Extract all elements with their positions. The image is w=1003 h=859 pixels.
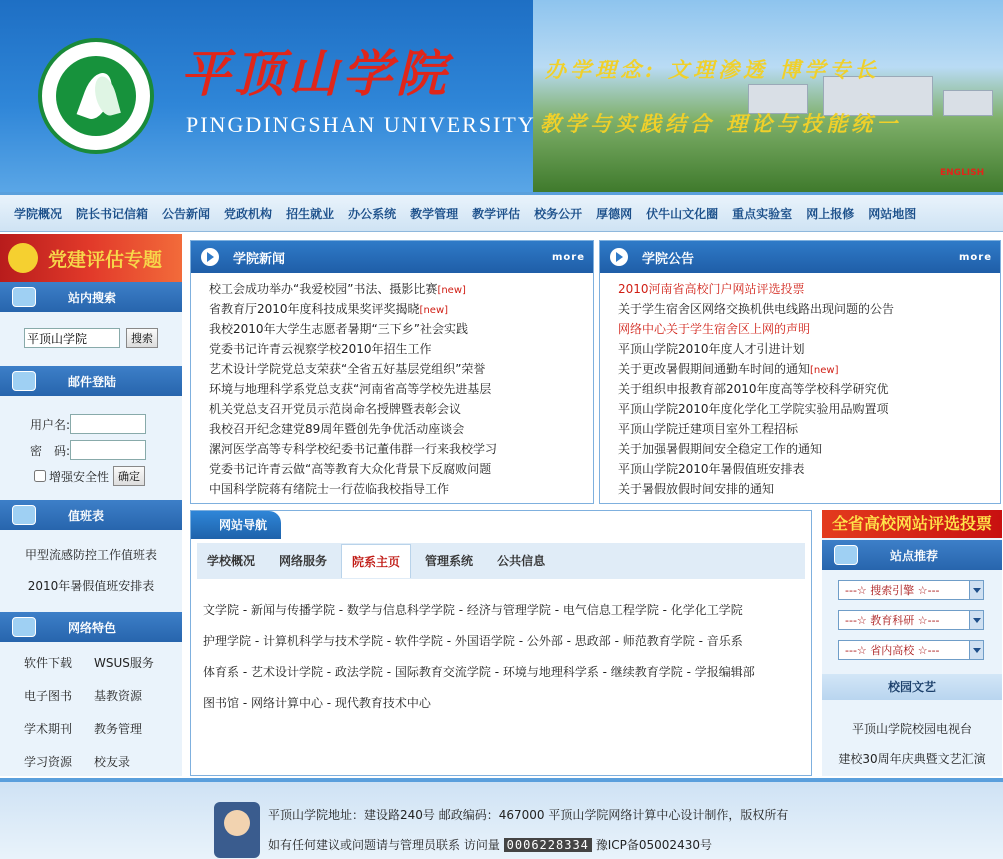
username-label: 用户名: — [30, 417, 71, 432]
site-search-header — [0, 282, 182, 312]
campus-arts-list — [822, 700, 1002, 774]
site-navigation-panel — [190, 510, 812, 776]
notice-item-text[interactable]: 关于更改暑假期间通勤车时间的通知 — [618, 362, 811, 376]
notice-title: 学院公告 — [642, 251, 695, 267]
footer — [0, 778, 1003, 859]
site-navigation-tabs — [197, 543, 805, 579]
feature-grid — [0, 642, 182, 770]
monitor-icon — [12, 287, 36, 307]
education-research-select[interactable] — [838, 610, 984, 630]
feature-item[interactable]: 软件下载 — [24, 656, 73, 670]
nav-item[interactable]: 教学评估 — [472, 206, 521, 221]
site-recommend-header — [822, 540, 1002, 570]
news-item[interactable] — [209, 299, 593, 319]
select-value: ---☆ 搜索引擎 ☆--- — [845, 584, 940, 597]
logo-inner — [56, 56, 136, 136]
news-item[interactable]: 党委书记许青云视察学校2010年招生工作 — [209, 342, 432, 356]
news-more-link[interactable]: more — [551, 252, 585, 263]
mail-icon — [12, 371, 36, 391]
computer-icon — [12, 617, 36, 637]
mail-login-title: 邮件登陆 — [68, 374, 117, 389]
news-list — [191, 273, 593, 499]
nav-item[interactable]: 校务公开 — [534, 206, 583, 221]
header-banner — [0, 0, 1003, 192]
computer-icon — [834, 545, 858, 565]
username-row — [30, 414, 182, 434]
notice-more-link[interactable]: more — [958, 252, 992, 263]
arrow-circle-icon — [201, 248, 219, 266]
right-sidebar — [822, 510, 1002, 776]
site-recommend-title: 站点推荐 — [890, 548, 939, 563]
nav-item[interactable]: 网上报修 — [806, 206, 855, 221]
news-panel — [190, 240, 594, 504]
news-item[interactable]: 中国科学院蒋有绪院士一行莅临我校指导工作 — [209, 482, 450, 496]
duty-header — [0, 500, 182, 530]
new-badge: [new] — [419, 305, 449, 316]
hammer-sickle-icon — [8, 243, 38, 273]
search-row — [0, 312, 182, 366]
department-link-row[interactable]: 文学院 - 新闻与传播学院 - 数学与信息科学学院 - 经济与管理学院 - 电气信息工程学院 - 化学化工学院 — [203, 603, 743, 617]
footer-address: 平顶山学院地址：建设路240号 邮政编码：467000 平顶山学院网络计算中心设计制作，版权所有 — [268, 808, 789, 822]
campus-photo — [533, 0, 1003, 192]
notice-panel — [599, 240, 1001, 504]
feature-header — [0, 612, 182, 642]
party-building-banner[interactable] — [0, 234, 182, 282]
party-building-label: 党建评估专题 — [48, 248, 163, 271]
visit-counter: 0006228334 — [504, 838, 592, 852]
footer-contact — [268, 836, 712, 853]
nav-item[interactable]: 院长书记信箱 — [76, 206, 149, 221]
news-item[interactable]: 机关党总支召开党员示范岗命名授牌暨表彰会议 — [209, 402, 462, 416]
nav-item[interactable]: 招生就业 — [286, 206, 335, 221]
notice-item[interactable]: 关于加强暑假期间安全稳定工作的通知 — [618, 442, 823, 456]
notice-item[interactable]: 平顶山学院2010年度化学化工学院实验用品购置项 — [618, 402, 889, 416]
left-sidebar — [0, 234, 182, 776]
nav-item[interactable]: 办公系统 — [348, 206, 397, 221]
select-value: ---☆ 省内高校 ☆--- — [845, 644, 940, 657]
notice-header — [600, 241, 1000, 273]
department-link-row[interactable]: 图书馆 - 网络计算中心 - 现代教育技术中心 — [203, 696, 431, 710]
password-label: 密 码: — [30, 443, 71, 458]
university-cn-name: 平顶山学院 — [180, 44, 450, 103]
news-item[interactable]: 我校召开纪念建党89周年暨创先争优活动座谈会 — [209, 422, 465, 436]
news-item[interactable]: 艺术设计学院党总支荣获“全省五好基层党组织”荣誉 — [209, 362, 486, 376]
feature-item[interactable]: 教务管理 — [94, 722, 143, 736]
select-value: ---☆ 教育科研 ☆--- — [845, 614, 940, 627]
nav-item[interactable]: 教学管理 — [410, 206, 459, 221]
nav-item[interactable]: 重点实验室 — [732, 206, 793, 221]
news-item-text[interactable]: 校工会成功举办“我爱校园”书法、摄影比赛 — [209, 282, 438, 296]
department-links — [203, 595, 803, 719]
nav-item[interactable]: 厚德网 — [596, 206, 633, 221]
feature-item[interactable]: 学习资源 — [24, 755, 73, 769]
department-link-row[interactable]: 体育系 - 艺术设计学院 - 政法学院 - 国际教育交流学院 - 环境与地理科学系 - 继续教育学院 - 学报编辑部 — [203, 665, 755, 679]
university-en-name: PINGDINGSHAN UNIVERSITY — [186, 112, 536, 137]
notice-item[interactable]: 平顶山学院2010年度人才引进计划 — [618, 342, 805, 356]
news-item[interactable] — [209, 279, 593, 299]
news-item[interactable]: 环境与地理科学系党总支获“河南省高等学校先进基层 — [209, 382, 492, 396]
password-field[interactable] — [70, 440, 146, 460]
secure-label: 增强安全性 — [49, 469, 110, 484]
chevron-down-icon — [969, 581, 983, 599]
notice-item[interactable]: 关于暑假放假时间安排的通知 — [618, 482, 775, 496]
building — [943, 90, 993, 116]
username-field[interactable] — [70, 414, 146, 434]
feature-title: 网络特色 — [68, 620, 117, 635]
nav-item[interactable]: 党政机构 — [224, 206, 273, 221]
motto-line-1: 办学理念: 文理渗透 博学专长 — [545, 57, 880, 82]
site-search-title: 站内搜索 — [68, 290, 117, 305]
people-icon — [12, 505, 36, 525]
website-vote-banner[interactable]: 全省高校网站评选投票 — [822, 510, 1002, 538]
tab-school-overview[interactable]: 学校概况 — [207, 554, 256, 568]
chevron-down-icon — [969, 641, 983, 659]
mail-login-header — [0, 366, 182, 396]
notice-item[interactable] — [618, 359, 1000, 379]
news-item[interactable]: 漯河医学高等专科学校纪委书记董伟群一行来我校学习 — [209, 442, 498, 456]
arrow-circle-icon — [610, 248, 628, 266]
news-header — [191, 241, 593, 273]
campus-arts-title: 校园文艺 — [822, 674, 1002, 700]
site-navigation-title: 网站导航 — [191, 511, 281, 539]
campus-arts-item[interactable]: 平顶山学院校园电视台 — [851, 722, 972, 736]
nav-item[interactable]: 伏牛山文化圈 — [646, 206, 719, 221]
nav-item[interactable]: 学院概况 — [14, 206, 63, 221]
main-nav — [0, 192, 1003, 232]
search-engine-select[interactable] — [838, 580, 984, 600]
mail-login-form — [0, 396, 182, 500]
confirm-button[interactable]: 确定 — [113, 466, 145, 486]
news-title: 学院新闻 — [233, 251, 286, 267]
nav-item[interactable]: 网站地图 — [868, 206, 917, 221]
notice-item[interactable]: 2010河南省高校门户网站评选投票 — [618, 282, 805, 296]
motto-line-2: 教学与实践结合 理论与技能统一 — [540, 111, 902, 136]
nav-item[interactable]: 公告新闻 — [162, 206, 211, 221]
duty-title: 值班表 — [68, 508, 105, 523]
new-badge: [new] — [810, 365, 839, 376]
notice-item[interactable]: 关于学生宿舍区网络交换机供电线路出现问题的公告 — [618, 302, 895, 316]
duty-item[interactable]: 甲型流感防控工作值班表 — [24, 548, 157, 562]
password-row — [30, 440, 182, 460]
notice-item[interactable]: 平顶山学院迁建项目室外工程招标 — [618, 422, 799, 436]
secure-checkbox[interactable] — [34, 470, 46, 482]
notice-item[interactable]: 平顶山学院2010年暑假值班安排表 — [618, 462, 805, 476]
search-input[interactable] — [24, 328, 120, 348]
tab-department-homepages[interactable]: 院系主页 — [341, 544, 411, 578]
search-button[interactable]: 搜索 — [126, 328, 158, 348]
feature-item[interactable]: 基教资源 — [94, 689, 143, 703]
campus-arts-item[interactable]: 建校30周年庆典暨文艺汇演 — [838, 752, 986, 766]
tab-public-info[interactable]: 公共信息 — [497, 554, 546, 568]
news-item-text[interactable]: 省教育厅2010年度科技成果奖评奖揭晓 — [209, 302, 420, 316]
duty-list — [0, 530, 182, 612]
feature-item[interactable]: 学术期刊 — [24, 722, 73, 736]
department-link-row[interactable]: 护理学院 - 计算机科学与技术学院 - 软件学院 - 外国语学院 - 公外部 - 思政部 - 师范教育学院 - 音乐系 — [203, 634, 743, 648]
province-universities-select[interactable] — [838, 640, 984, 660]
university-logo — [38, 38, 154, 154]
english-link[interactable]: ENGLISH — [940, 168, 985, 178]
notice-list — [600, 273, 1000, 499]
notice-item[interactable]: 网络中心关于学生宿舍区上网的声明 — [618, 322, 811, 336]
feature-item[interactable]: 电子图书 — [24, 689, 73, 703]
chevron-down-icon — [969, 611, 983, 629]
icp-number[interactable]: 豫ICP备05002430号 — [595, 838, 712, 852]
news-item[interactable]: 党委书记许青云做“高等教育大众化背景下反腐败问题 — [209, 462, 492, 476]
new-badge: [new] — [437, 285, 466, 296]
duty-item[interactable]: 2010年暑假值班安排表 — [27, 579, 155, 593]
police-mascot-icon — [214, 802, 260, 858]
notice-item[interactable]: 关于组织申报教育部2010年度高等学校科学研究优 — [618, 382, 889, 396]
feature-item[interactable]: 校友录 — [94, 755, 131, 769]
tab-management-systems[interactable]: 管理系统 — [425, 554, 474, 568]
footer-contact-text: 如有任何建议或问题请与管理员联系 访问量 — [268, 838, 500, 852]
feature-item[interactable]: WSUS服务 — [94, 656, 154, 670]
tab-network-services[interactable]: 网络服务 — [279, 554, 328, 568]
news-item[interactable]: 我校2010年大学生志愿者暑期“三下乡”社会实践 — [209, 322, 468, 336]
secure-row — [34, 466, 182, 486]
